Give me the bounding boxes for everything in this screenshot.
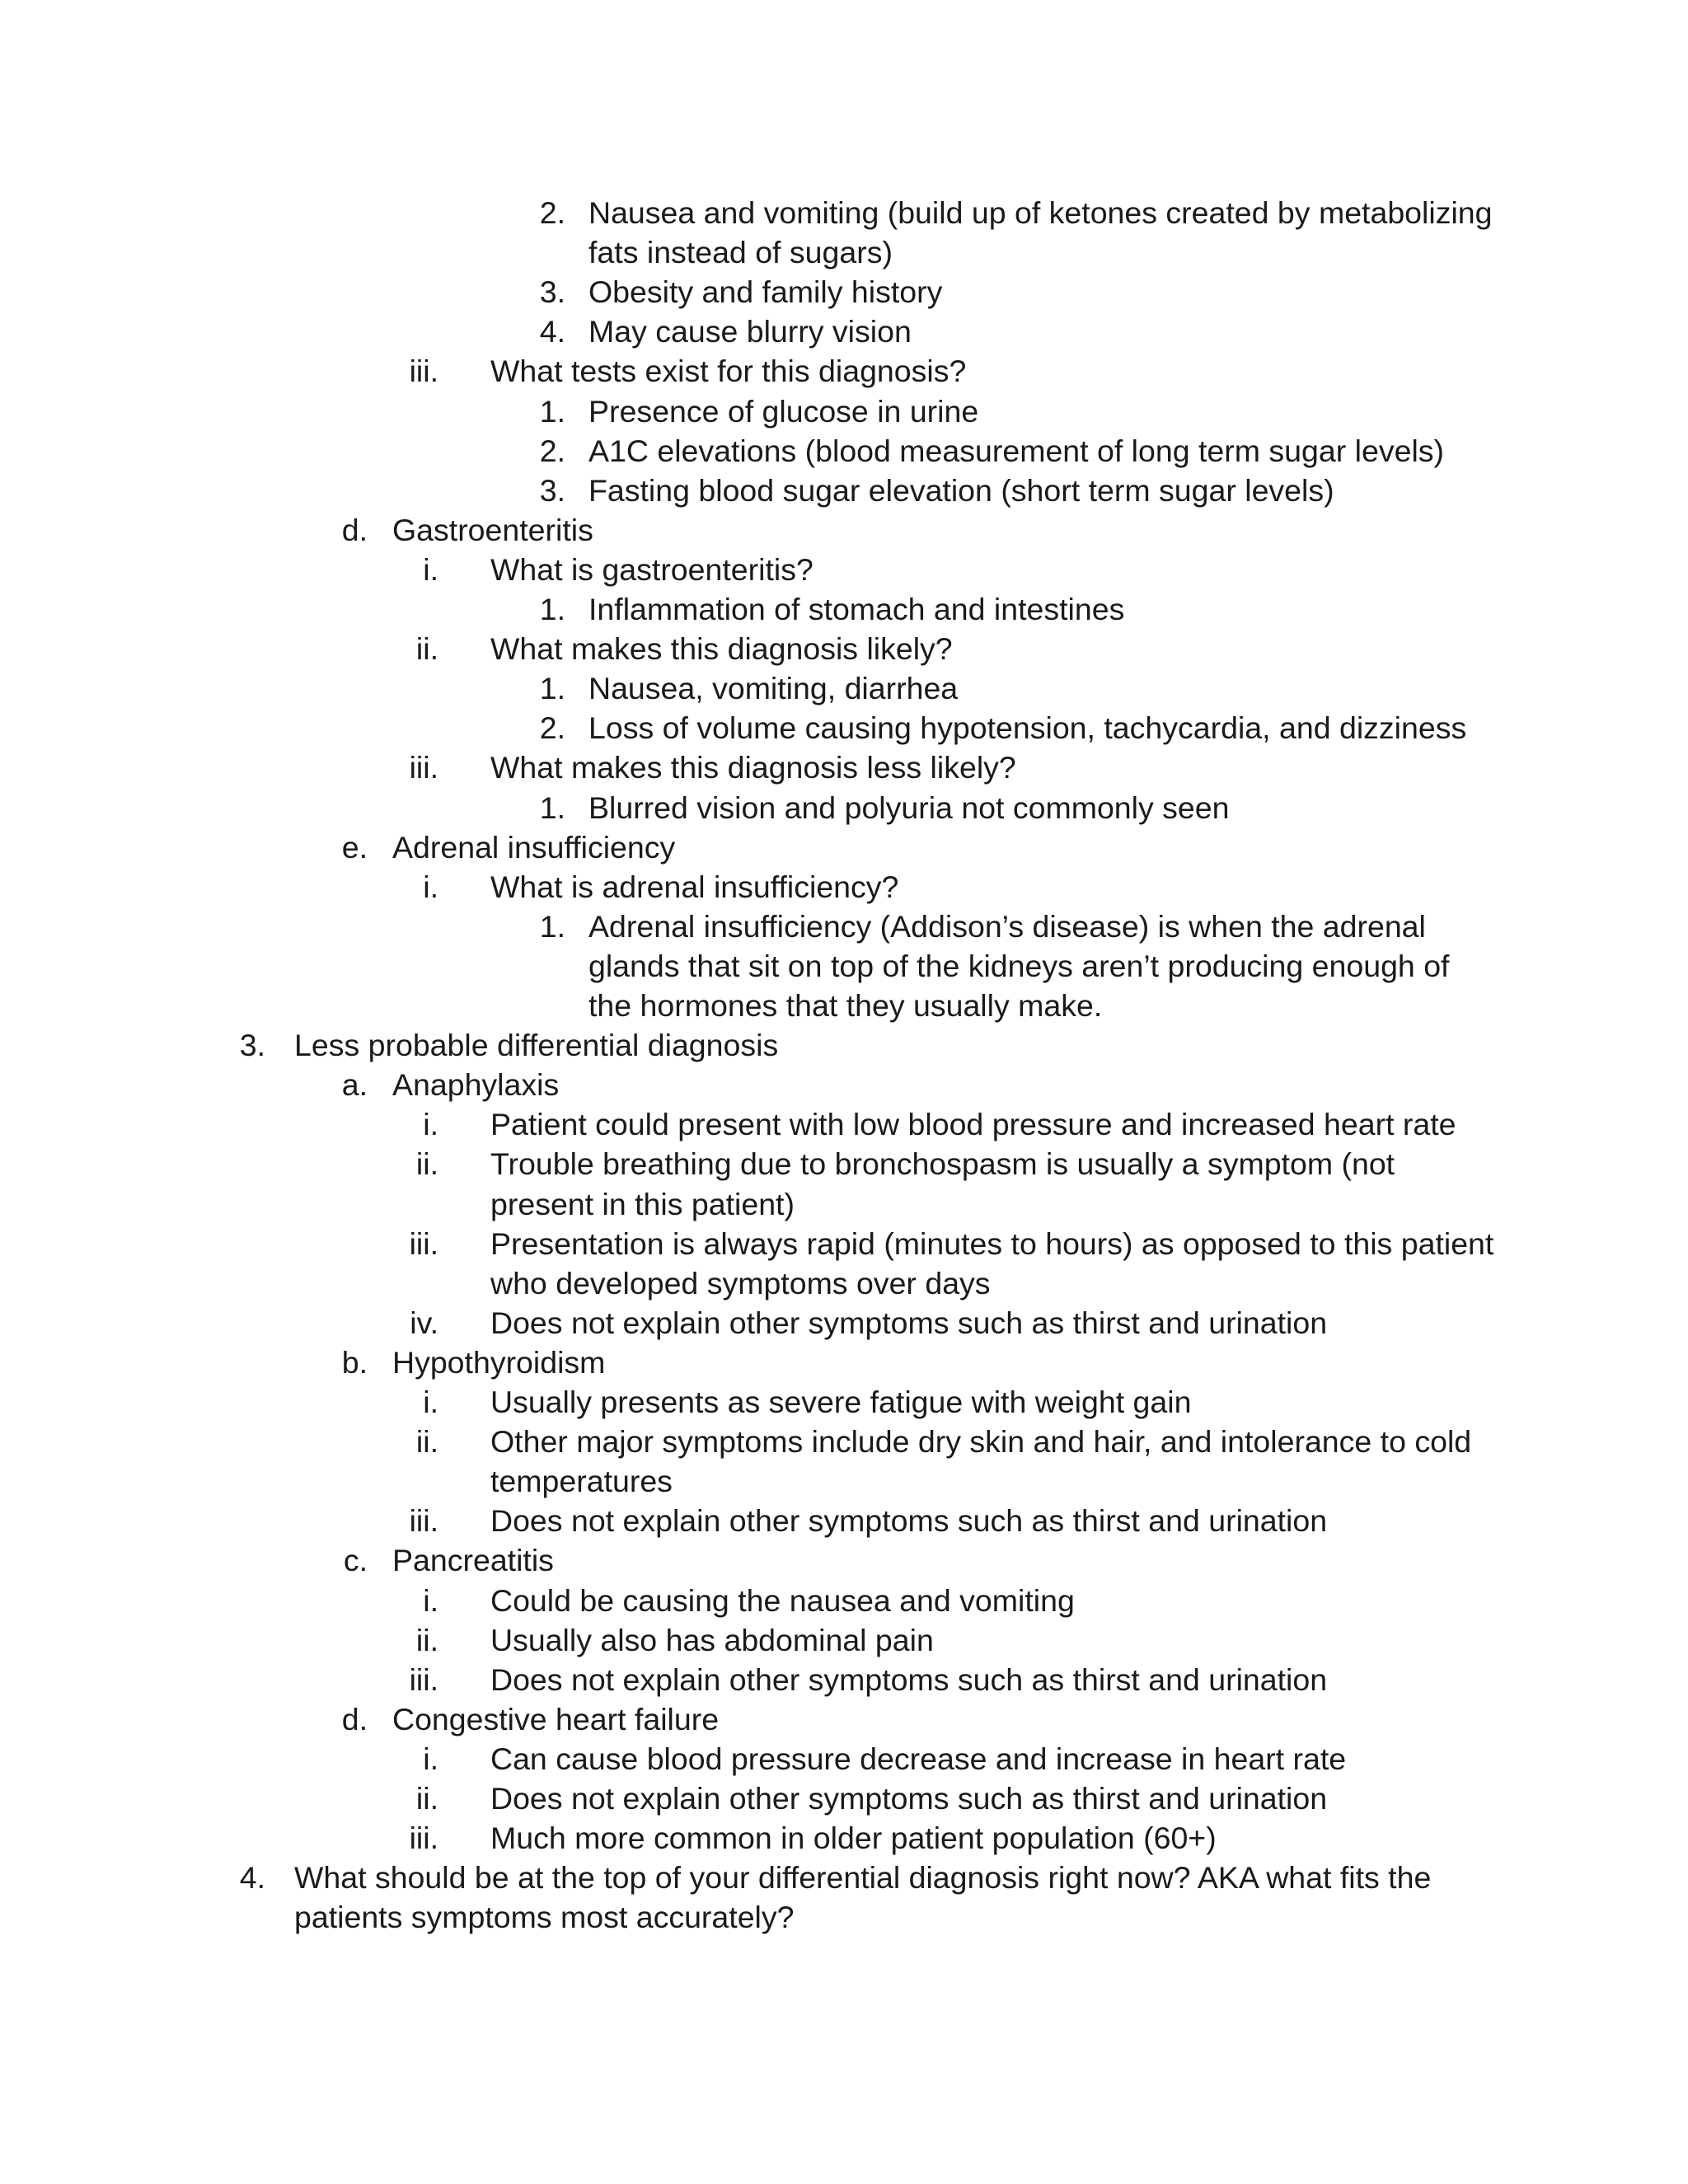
list-item-text: Gastroenteritis <box>392 512 593 547</box>
list-marker: iii. <box>409 750 438 785</box>
list-item-text: What is adrenal insufficiency? <box>490 869 899 904</box>
list-marker: iii. <box>409 1226 438 1261</box>
list-item-text: May cause blurry vision <box>588 314 912 349</box>
list-item-text: glands that sit on top of the kidneys aren’t producing enough of <box>588 948 1450 983</box>
list-item-text: Other major symptoms include dry skin and hair, and intolerance to cold <box>490 1424 1472 1460</box>
list-marker: 3. <box>539 472 565 508</box>
list-item-text: Usually also has abdominal pain <box>490 1622 934 1657</box>
list-marker: 4. <box>539 314 565 349</box>
list-marker: iii. <box>409 1661 438 1697</box>
list-item-text: Usually presents as severe fatigue with weight gain <box>490 1385 1192 1419</box>
list-marker: i. <box>423 551 438 587</box>
list-marker: i. <box>423 1107 438 1142</box>
list-marker: ii. <box>415 1781 438 1816</box>
list-marker: iv. <box>410 1305 438 1340</box>
list-item-text: Presence of glucose in urine <box>588 393 979 429</box>
list-marker: 2. <box>539 195 565 230</box>
list-marker: ii. <box>415 1424 438 1460</box>
list-item-text: patients symptoms most accurately? <box>294 1900 795 1935</box>
list-marker: i. <box>423 1582 438 1618</box>
list-item-text: Can cause blood pressure decrease and increase in heart rate <box>490 1741 1347 1776</box>
list-marker: iii. <box>409 1821 438 1856</box>
list-item-text: the hormones that they usually make. <box>588 988 1103 1023</box>
list-item-text: Fasting blood sugar elevation (short term sugar levels) <box>588 472 1334 508</box>
list-marker: 1. <box>539 790 565 825</box>
list-item-text: What should be at the top of your differential diagnosis right now? AKA what fits the <box>294 1860 1432 1896</box>
list-marker: 1. <box>539 671 565 706</box>
list-item-text: Hypothyroidism <box>392 1344 606 1380</box>
list-item-text: Could be causing the nausea and vomiting <box>490 1582 1075 1618</box>
list-marker: ii. <box>415 631 438 667</box>
list-marker: 2. <box>539 710 565 746</box>
list-marker: i. <box>423 1385 438 1419</box>
list-item-text: Patient could present with low blood pressure and increased heart rate <box>490 1107 1456 1142</box>
list-item-text: Adrenal insufficiency (Addison’s disease) is when the adrenal <box>588 908 1426 944</box>
list-item-text: Blurred vision and polyuria not commonly seen <box>588 790 1230 825</box>
list-item-text: What tests exist for this diagnosis? <box>490 354 967 389</box>
list-item-text: Does not explain other symptoms such as thirst and urination <box>490 1305 1328 1340</box>
list-marker: b. <box>341 1344 368 1380</box>
list-marker: iii. <box>409 1503 438 1539</box>
list-item-text: Does not explain other symptoms such as thirst and urination <box>490 1781 1328 1816</box>
list-item-text: Congestive heart failure <box>392 1701 720 1736</box>
list-item-text: Pancreatitis <box>392 1543 554 1578</box>
list-item-text: Less probable differential diagnosis <box>294 1028 779 1063</box>
list-item-text: A1C elevations (blood measurement of long term sugar levels) <box>588 433 1445 468</box>
list-marker: 1. <box>539 393 565 429</box>
list-marker: 1. <box>539 908 565 944</box>
list-item-text: Much more common in older patient population (60+) <box>490 1821 1217 1856</box>
list-marker: 4. <box>239 1860 265 1896</box>
list-item-text: who developed symptoms over days <box>490 1265 991 1301</box>
list-marker: ii. <box>415 1622 438 1657</box>
list-item-text: What makes this diagnosis likely? <box>490 631 953 667</box>
list-marker: 2. <box>539 433 565 468</box>
list-item-text: present in this patient) <box>490 1186 795 1221</box>
list-item-text: Presentation is always rapid (minutes to hours) as opposed to this patient <box>490 1226 1494 1261</box>
list-marker: iii. <box>409 354 438 389</box>
list-item-text: What makes this diagnosis less likely? <box>490 750 1016 785</box>
list-item-text: Nausea and vomiting (build up of ketones created by metabolizing <box>588 195 1493 230</box>
list-item-text: fats instead of sugars) <box>588 235 893 270</box>
list-item-text: What is gastroenteritis? <box>490 551 814 587</box>
list-marker: i. <box>423 869 438 904</box>
list-item-text: Nausea, vomiting, diarrhea <box>588 671 959 706</box>
list-marker: 1. <box>539 592 565 626</box>
list-marker: d. <box>341 512 368 547</box>
list-marker: e. <box>341 829 368 865</box>
list-item-text: temperatures <box>490 1464 673 1499</box>
list-item-text: Inflammation of stomach and intestines <box>588 592 1125 626</box>
list-item-text: Obesity and family history <box>588 274 943 310</box>
list-item-text: Does not explain other symptoms such as thirst and urination <box>490 1503 1328 1539</box>
list-marker: a. <box>341 1067 368 1103</box>
list-item-text: Adrenal insufficiency <box>392 829 676 865</box>
list-marker: ii. <box>415 1146 438 1182</box>
list-marker: i. <box>423 1741 438 1776</box>
list-marker: d. <box>341 1701 368 1736</box>
list-marker: c. <box>343 1543 368 1578</box>
list-marker: 3. <box>539 274 565 310</box>
list-item-text: Loss of volume causing hypotension, tachycardia, and dizziness <box>588 710 1467 746</box>
list-item-text: Does not explain other symptoms such as thirst and urination <box>490 1661 1328 1697</box>
list-marker: 3. <box>239 1028 265 1063</box>
list-item-text: Anaphylaxis <box>392 1067 560 1103</box>
list-item-text: Trouble breathing due to bronchospasm is usually a symptom (not <box>490 1146 1395 1182</box>
